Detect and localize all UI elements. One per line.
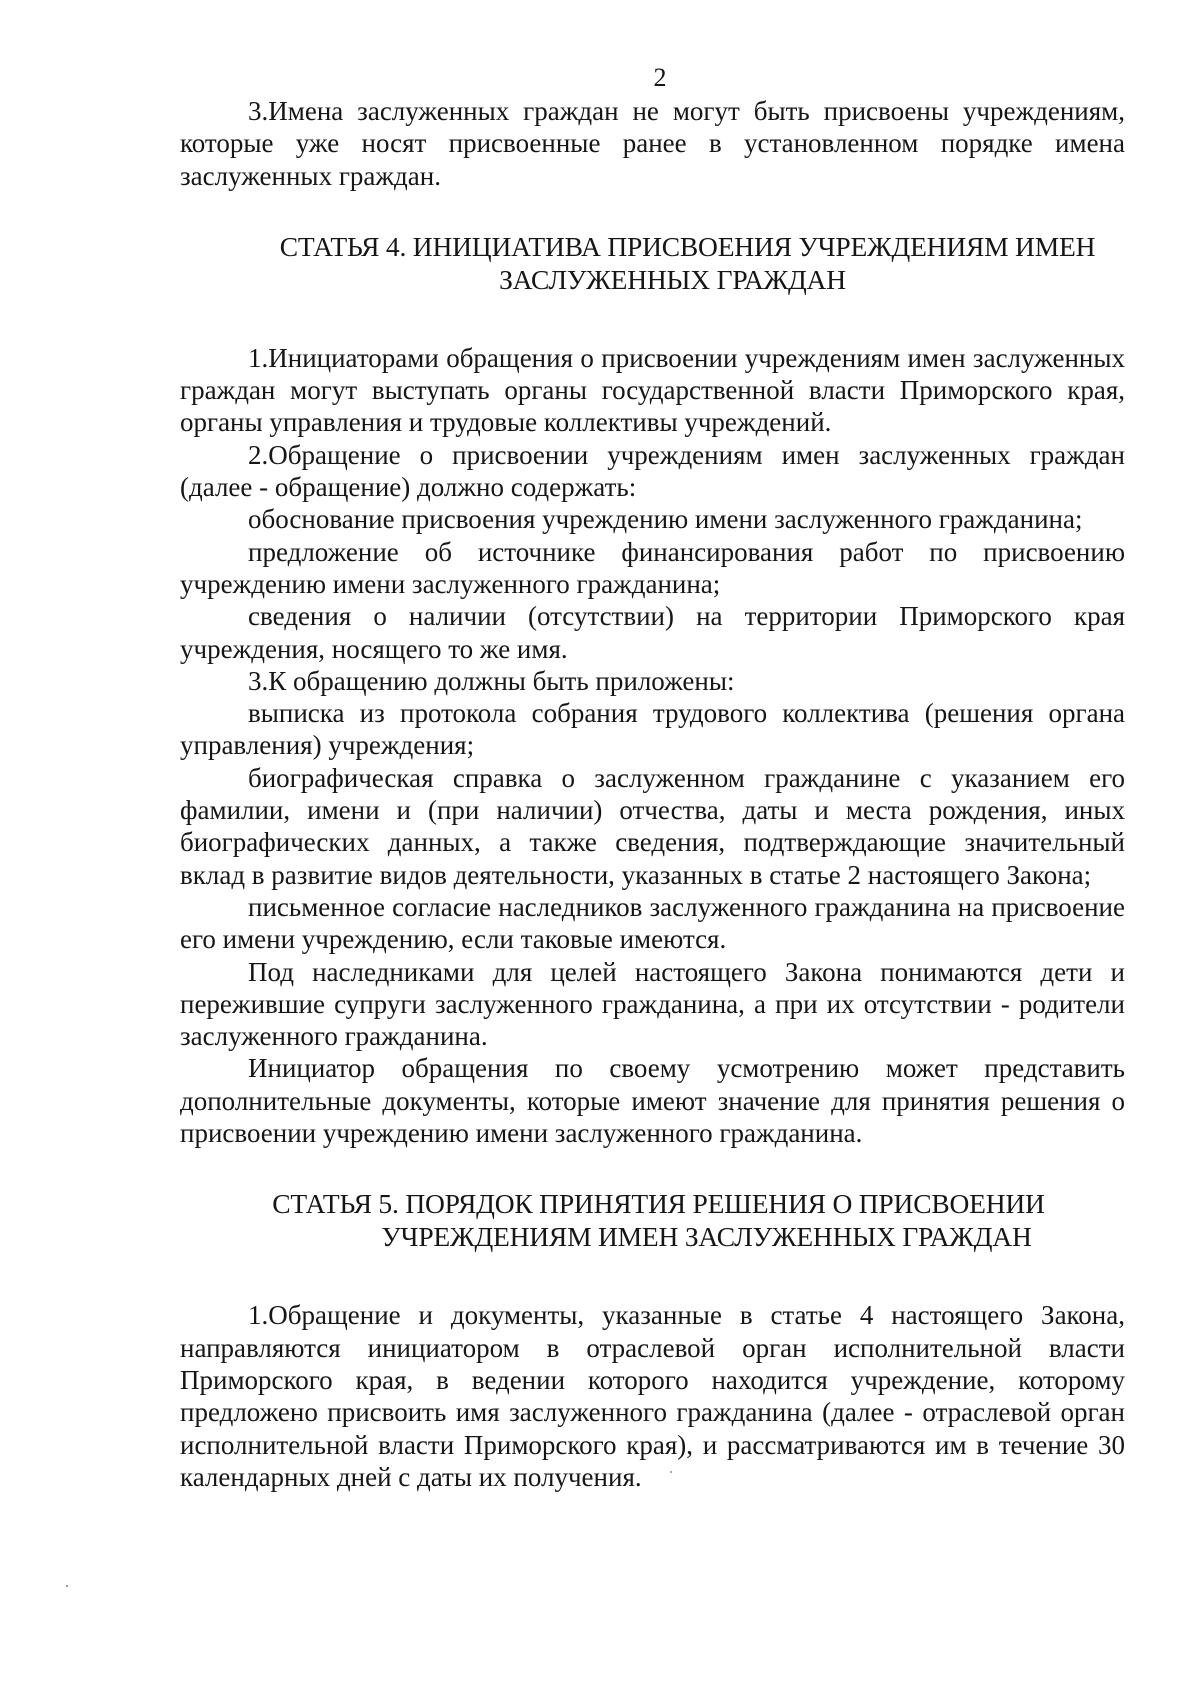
paragraph: 1.Инициаторами обращения о присвоении учреждениям имен заслуженных граждан могут выступать органы государственной власти Приморского края, органы управления и трудовые коллективы учреждений. (180, 342, 1125, 438)
page-number: 2 (653, 63, 667, 92)
article-4-title-line-2: ЗАСЛУЖЕННЫХ ГРАЖДАН (499, 263, 846, 295)
paragraph: 3.К обращению должны быть приложены: (248, 665, 735, 696)
scan-speck (66, 1585, 68, 1587)
list-item: биографическая справка о заслуженном гражданине с указанием его фамилии, имени и (при наличии) отчества, даты и места рождения, иных биографических данных, а также сведения, подтверждающие значительный вклад в развитие видов деятельности, указанных в статье 2 настоящего Закона; (180, 762, 1125, 890)
list-item: обоснование присвоения учреждению имени заслуженного гражданина; (248, 504, 1083, 535)
paragraph: 3.Имена заслуженных граждан не могут быть присвоены учреждениям, которые уже носят присвоенные ранее в установленном порядке имена заслуженных граждан. (180, 96, 1125, 191)
article-5-title-line-1: СТАТЬЯ 5. ПОРЯДОК ПРИНЯТИЯ РЕШЕНИЯ О ПРИСВОЕНИИ (272, 1188, 1045, 1220)
paragraph: 2.Обращение о присвоении учреждениям имен заслуженных граждан (далее - обращение) должно содержать: (180, 439, 1125, 503)
paragraph: Инициатор обращения по своему усмотрению может представить дополнительные документы, которые имеют значение для принятия решения о присвоении учреждению имени заслуженного гражданина. (180, 1053, 1125, 1149)
list-item: сведения о наличии (отсутствии) на территории Приморского края учреждения, носящего то же имя. (180, 601, 1125, 664)
article-4-title-line-1: СТАТЬЯ 4. ИНИЦИАТИВА ПРИСВОЕНИЯ УЧРЕЖДЕНИЯМ ИМЕН (279, 230, 1096, 262)
document-body (180, 95, 1125, 1493)
scan-speck (670, 1471, 672, 1473)
list-item: выписка из протокола собрания трудового коллектива (решения органа управления) учреждения; (180, 698, 1125, 761)
paragraph: 1.Обращение и документы, указанные в статье 4 настоящего Закона, направляются инициатором в отраслевой орган исполнительной власти Приморского края, в ведении которого находится учреждение, которому предложено присвоить имя заслуженного гражданина (далее - отраслевой орган исполнительной власти Приморского края), и рассматриваются им в течение 30 календарных дней с даты их получения. (180, 1300, 1125, 1492)
article-5-heading (180, 1187, 1125, 1253)
article-4-heading (180, 230, 1125, 296)
list-item: предложение об источнике финансирования работ по присвоению учреждению имени заслуженного гражданина; (180, 536, 1125, 599)
article-5-title-line-2: УЧРЕЖДЕНИЯМ ИМЕН ЗАСЛУЖЕННЫХ ГРАЖДАН (381, 1221, 1032, 1253)
paragraph: Под наследниками для целей настоящего Закона понимаются дети и пережившие супруги заслуженного гражданина, а при их отсутствии - родители заслуженного гражданина. (180, 956, 1125, 1052)
list-item: письменное согласие наследников заслуженного гражданина на присвоение его имени учреждению, если таковые имеются. (180, 891, 1125, 955)
